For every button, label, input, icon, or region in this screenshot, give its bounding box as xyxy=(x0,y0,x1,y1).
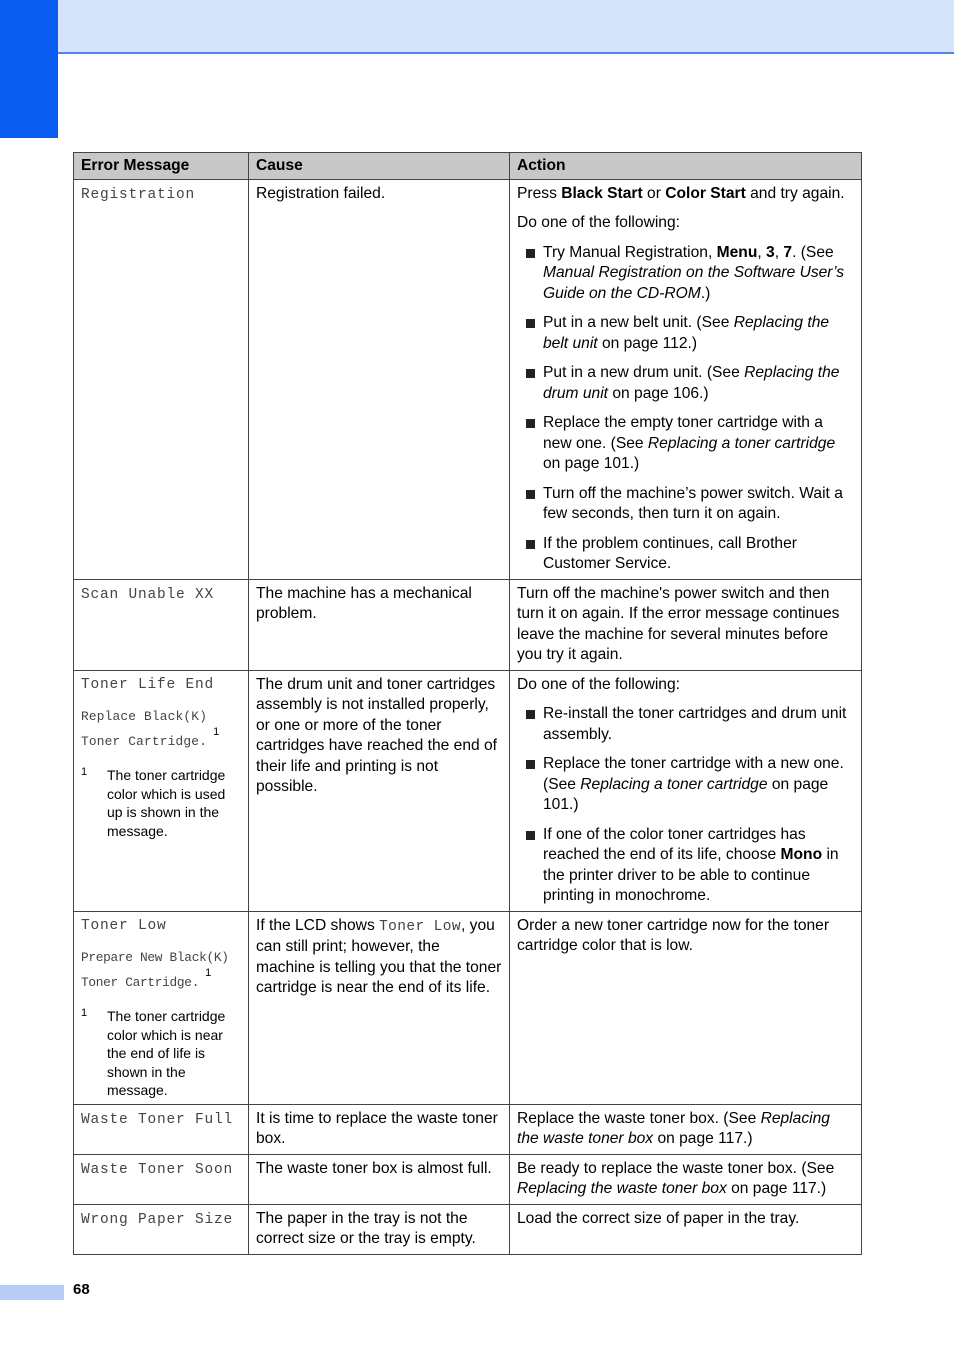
header-error-message: Error Message xyxy=(74,153,249,180)
key-name: Color Start xyxy=(665,184,746,202)
table-row xyxy=(74,911,862,1104)
action-cell xyxy=(510,1204,862,1254)
error-code: Toner Low xyxy=(81,917,167,934)
table-row xyxy=(74,1104,862,1154)
header-action: Action xyxy=(510,153,862,180)
cause-text: The drum unit and toner cartridges assembly is not installed properly, or one or more of the toner cartridges have reached the end of their life and printing is not possible. xyxy=(256,675,497,795)
action-text: Turn off the machine's power switch and then turn it on again. If the error message continues leave the machine for several minutes before you try it again. xyxy=(517,584,840,663)
error-message-table xyxy=(73,152,862,1255)
action-paragraph: Press Black Start or Color Start and try again. xyxy=(517,184,845,202)
error-message-cell xyxy=(74,911,249,1104)
cause-cell: If the LCD shows Toner Low, you can still print; however, the machine is telling you that the toner cartridge is near the end of its life. xyxy=(249,911,510,1104)
cause-text: It is time to replace the waste toner box. xyxy=(256,1109,498,1147)
footnote: 1 The toner cartridge color which is near the end of life is shown in the message. xyxy=(81,1007,226,1098)
cause-text: The machine has a mechanical problem. xyxy=(256,584,472,622)
error-message-cell xyxy=(74,579,249,670)
footnote-marker: 1 xyxy=(213,726,220,738)
cause-cell xyxy=(249,579,510,670)
footer-accent-bar xyxy=(0,1285,64,1300)
table-row xyxy=(74,179,862,579)
action-lead: Do one of the following: xyxy=(517,214,680,231)
list-item: Replace the toner cartridge with a new one. (See Replacing a toner cartridge on page 101.) xyxy=(517,754,854,816)
list-item: If the problem continues, call Brother Customer Service. xyxy=(517,534,854,575)
error-code: Toner Life End xyxy=(81,676,215,693)
action-cell xyxy=(510,911,862,1104)
error-code: Scan Unable XX xyxy=(81,586,215,603)
error-code: Registration xyxy=(81,186,196,203)
action-text: Load the correct size of paper in the tray. xyxy=(517,1209,800,1227)
table-row xyxy=(74,1154,862,1204)
lcd-submessage: Prepare New Black(K) Toner Cartridge.$^1$ xyxy=(81,950,229,990)
cross-reference: Replacing the waste toner box xyxy=(517,1180,727,1197)
table-row xyxy=(74,579,862,670)
cross-reference: Replacing a toner cartridge xyxy=(580,775,768,793)
list-item: If one of the color toner cartridges has reached the end of its life, choose Mono in the printer driver to be able to continue printing in monochrome. xyxy=(517,825,854,907)
error-code: Waste Toner Full xyxy=(81,1111,234,1128)
action-text: Order a new toner cartridge now for the toner cartridge color that is low. xyxy=(517,916,830,954)
error-message-cell xyxy=(74,1104,249,1154)
error-message-cell xyxy=(74,1204,249,1254)
cause-cell xyxy=(249,1104,510,1154)
error-message-cell xyxy=(74,670,249,911)
action-lead: Do one of the following: xyxy=(517,675,680,693)
key-name: Black Start xyxy=(561,184,643,202)
error-code: Waste Toner Soon xyxy=(81,1161,234,1178)
cause-cell xyxy=(249,1154,510,1204)
cause-cell xyxy=(249,1204,510,1254)
page-number: 68 xyxy=(73,1281,90,1298)
header-band xyxy=(58,0,954,54)
table-header-row xyxy=(74,153,862,180)
cause-text: Registration failed. xyxy=(256,184,386,202)
chapter-tab xyxy=(0,0,58,138)
footnote: 1 The toner cartridge color which is used up is shown in the message. xyxy=(81,766,226,839)
action-cell xyxy=(510,179,862,579)
error-message-cell xyxy=(74,179,249,579)
cause-text: The paper in the tray is not the correct size or the tray is empty. xyxy=(256,1209,476,1247)
lcd-submessage: Replace Black(K) Toner Cartridge.$^1$ xyxy=(81,709,220,749)
action-list xyxy=(517,704,854,907)
footnote-marker: 1 xyxy=(205,967,211,979)
header-cause: Cause xyxy=(249,153,510,180)
action-cell: Replace the waste toner box. (See Replacing the waste toner box on page 117.) xyxy=(510,1104,862,1154)
list-item: Replace the empty toner cartridge with a new one. (See Replacing a toner cartridge on page 101.) xyxy=(517,413,854,475)
table-row xyxy=(74,1204,862,1254)
list-item: Turn off the machine’s power switch. Wait a few seconds, then turn it on again. xyxy=(517,484,854,525)
cross-reference: Replacing the belt unit xyxy=(543,314,830,352)
inline-lcd-text: Toner Low xyxy=(379,918,461,935)
action-cell xyxy=(510,579,862,670)
action-cell: Be ready to replace the waste toner box. (See Replacing the waste toner box on page 117.) xyxy=(510,1154,862,1204)
cross-reference: Manual Registration on the Software User’s Guide on the CD-ROM xyxy=(543,264,845,302)
cross-reference: Replacing the drum unit xyxy=(543,364,840,402)
list-item: Try Manual Registration, Menu, 3, 7. (See Manual Registration on the Software User’s Guide on the CD-ROM.) xyxy=(517,243,854,305)
cross-reference: Replacing a toner cartridge xyxy=(647,434,836,452)
list-item: Put in a new belt unit. (See Replacing the belt unit on page 112.) xyxy=(517,313,854,354)
list-item: Re-install the toner cartridges and drum unit assembly. xyxy=(517,704,854,745)
error-code: Wrong Paper Size xyxy=(81,1211,234,1228)
cause-text: The waste toner box is almost full. xyxy=(256,1159,492,1177)
action-cell xyxy=(510,670,862,911)
table-row xyxy=(74,670,862,911)
cause-cell xyxy=(249,179,510,579)
list-item: Put in a new drum unit. (See Replacing the drum unit on page 106.) xyxy=(517,363,854,404)
action-list xyxy=(517,243,854,575)
cross-reference: Replacing the waste toner box xyxy=(517,1109,830,1147)
error-message-cell xyxy=(74,1154,249,1204)
cause-cell xyxy=(249,670,510,911)
